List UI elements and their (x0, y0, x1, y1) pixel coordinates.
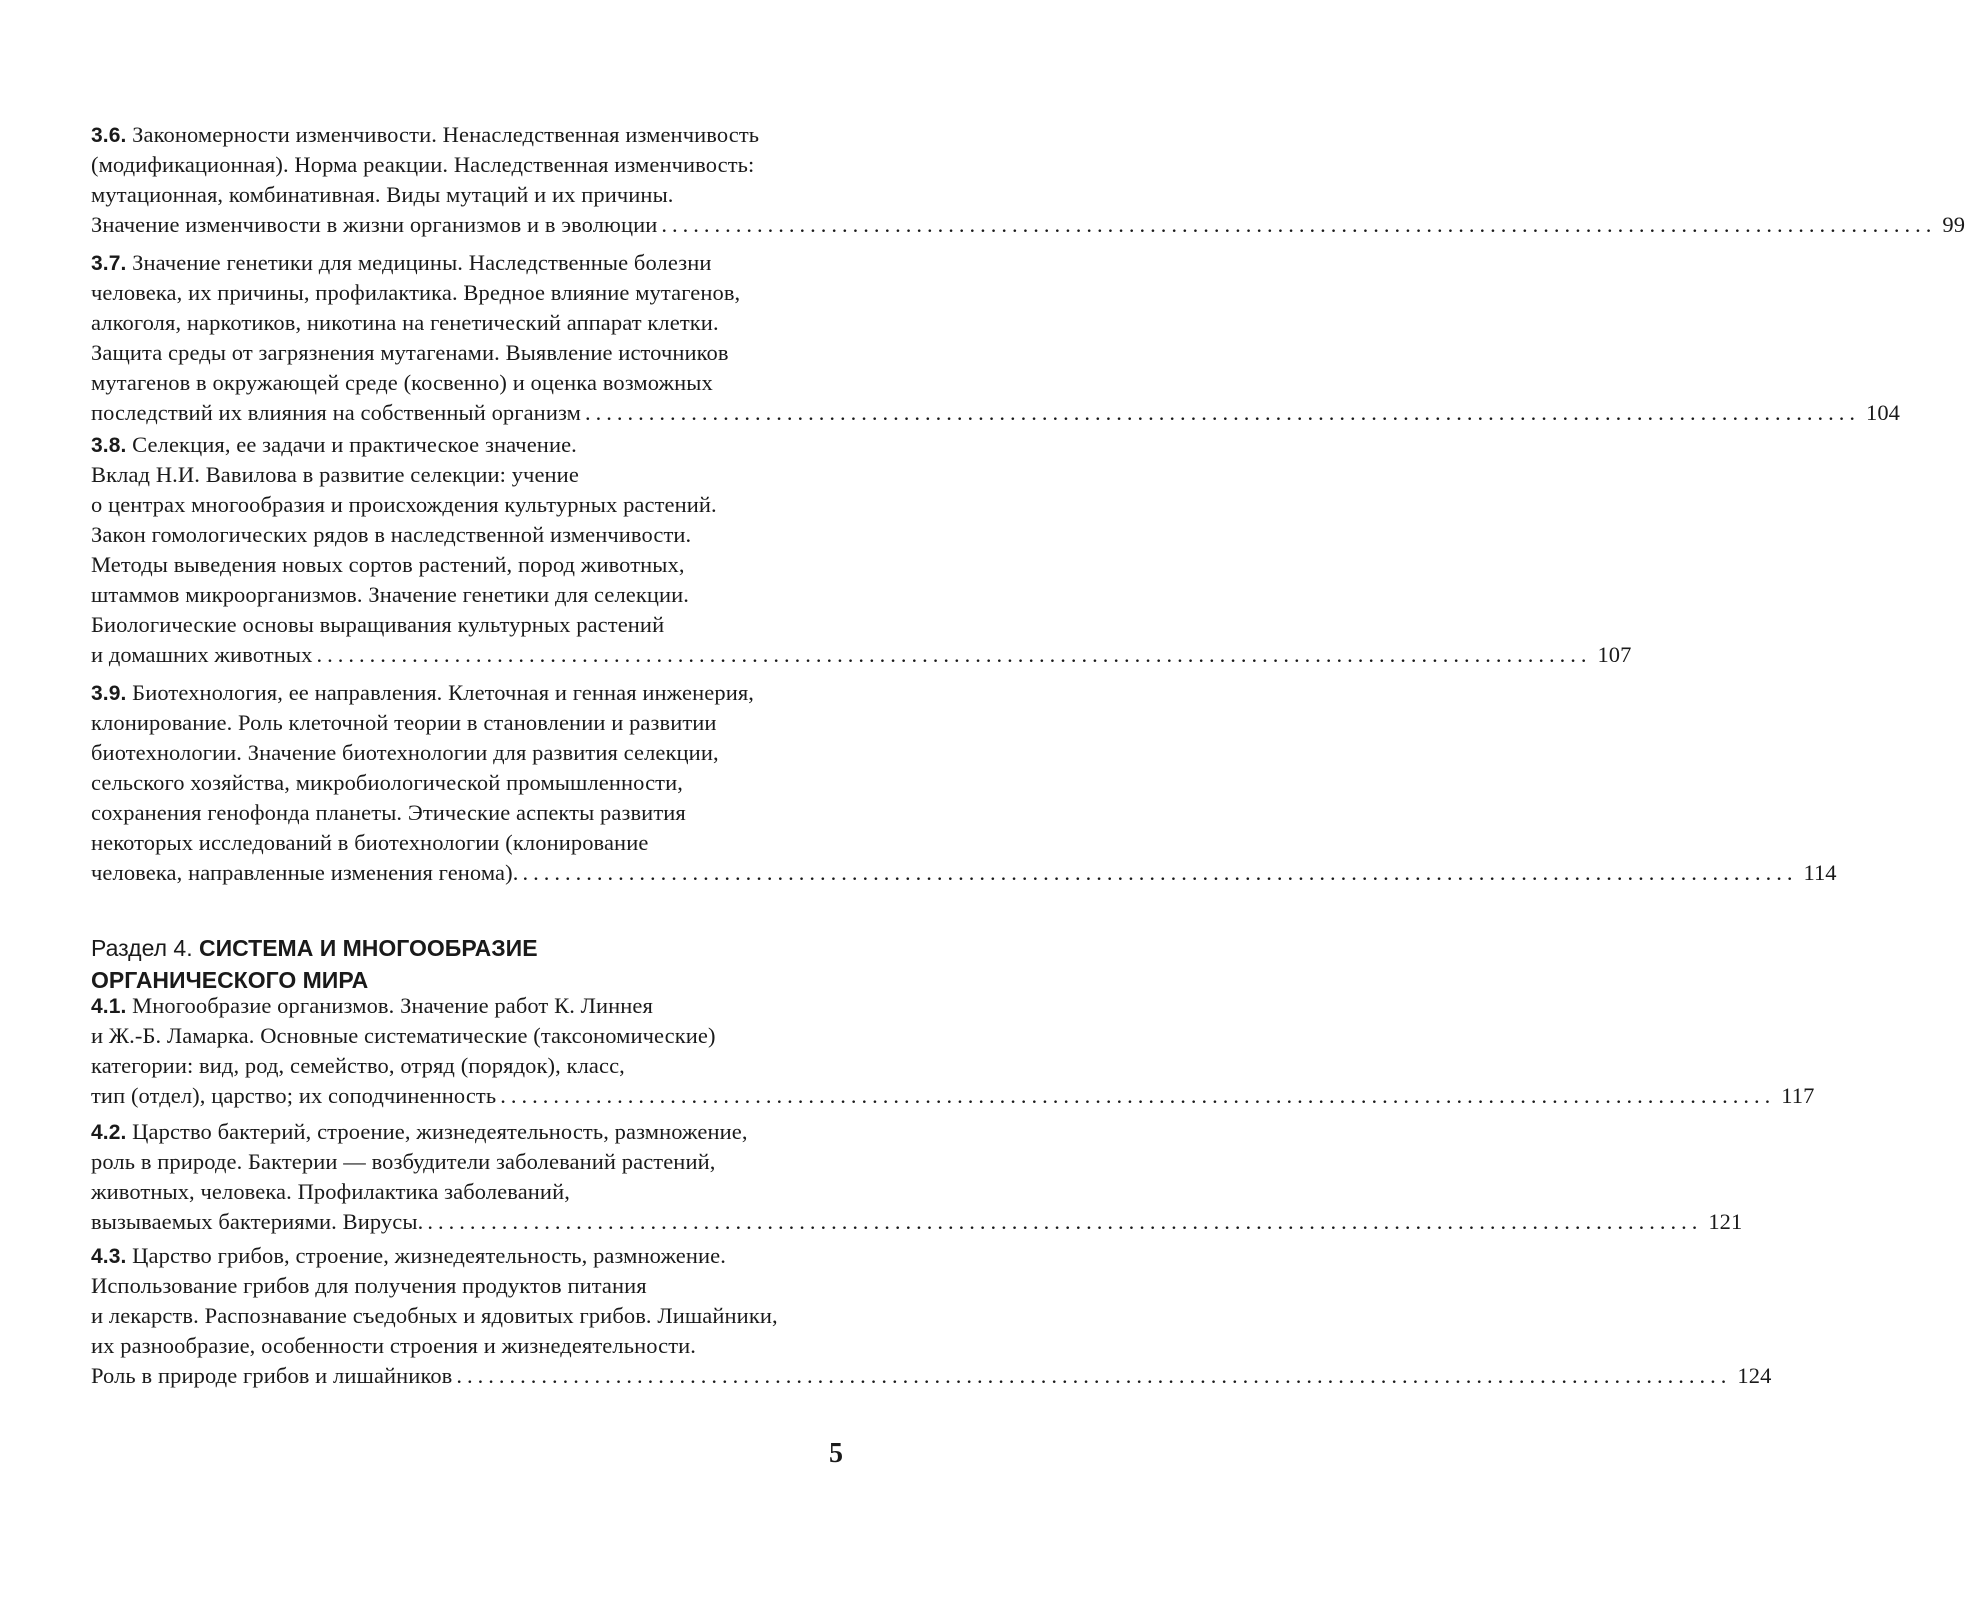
toc-entry-last-line (91, 858, 1837, 888)
toc-entry-number: 4.2. (91, 1121, 127, 1144)
toc-entry-text: Вклад Н.И. Вавилова в развитие селекции: учение (91, 462, 579, 487)
toc-entry-page: 121 (1708, 1209, 1743, 1234)
toc-entry-3-7 (91, 248, 1901, 428)
toc-entry-line (91, 991, 843, 1021)
toc-entry-page: 114 (1803, 860, 1837, 885)
toc-entry-line (91, 798, 843, 828)
toc-entry-number: 3.7. (91, 252, 127, 275)
toc-entry-text: человека, направленные изменения генома). (91, 860, 519, 885)
toc-entry-text: Роль в природе грибов и лишайников (91, 1363, 453, 1388)
toc-entry-line (91, 1021, 843, 1051)
toc-entry-last-line (91, 1207, 1743, 1237)
toc-entry-line (91, 1301, 843, 1331)
toc-entry-line (91, 1117, 843, 1147)
toc-entry-line (91, 180, 843, 210)
toc-entry-text: животных, человека. Профилактика заболеваний, (91, 1179, 570, 1204)
toc-entry-number: 3.9. (91, 682, 127, 705)
toc-entry-4-2 (91, 1117, 1743, 1237)
toc-entry-text: Царство грибов, строение, жизнедеятельность, размножение. (132, 1243, 726, 1268)
toc-entry-page: 124 (1737, 1363, 1772, 1388)
toc-entry-line (91, 278, 843, 308)
toc-entry-text: мутационная, комбинативная. Виды мутаций и их причины. (91, 182, 674, 207)
toc-entry-line (91, 1241, 843, 1271)
toc-entry-line (91, 708, 843, 738)
toc-entry-line (91, 308, 843, 338)
toc-entry-line (91, 550, 843, 580)
toc-entry-text: Значение изменчивости в жизни организмов и в эволюции (91, 212, 658, 237)
section-title-part-2: ОРГАНИЧЕСКОГО МИРА (91, 967, 369, 993)
toc-entry-page: 117 (1781, 1083, 1815, 1108)
toc-entry-number: 4.1. (91, 995, 127, 1018)
toc-entry-page: 104 (1865, 400, 1901, 425)
toc-entry-text: Защита среды от загрязнения мутагенами. Выявление источников (91, 340, 729, 365)
toc-entry-text: вызываемых бактериями. Вирусы. (91, 1209, 424, 1234)
toc-entry-line (91, 430, 843, 460)
dot-leader: ........................................................................................................................ (500, 1083, 1776, 1108)
dot-leader: ........................................................................................................................ (456, 1363, 1732, 1388)
toc-entry-text: человека, их причины, профилактика. Вредное влияние мутагенов, (91, 280, 741, 305)
page-number: 5 (829, 1438, 843, 1469)
toc-entry-text: сохранения генофонда планеты. Этические аспекты развития (91, 800, 686, 825)
toc-entry-text: Закономерности изменчивости. Ненаследственная изменчивость (132, 122, 760, 147)
toc-entry-text: биотехнологии. Значение биотехнологии для развития селекции, (91, 740, 719, 765)
toc-entry-text: Биотехнология, ее направления. Клеточная и генная инженерия, (132, 680, 755, 705)
toc-entry-text: Значение генетики для медицины. Наследственные болезни (132, 250, 712, 275)
toc-entry-line (91, 738, 843, 768)
toc-entry-line (91, 828, 843, 858)
toc-entry-text: штаммов микроорганизмов. Значение генетики для селекции. (91, 582, 690, 607)
toc-entry-line (91, 678, 843, 708)
dot-leader: ........................................................................................................................ (661, 212, 1937, 237)
toc-entry-line (91, 368, 843, 398)
toc-entry-3-6 (91, 120, 1965, 240)
toc-entry-last-line (91, 1081, 1815, 1111)
toc-entry-text: клонирование. Роль клеточной теории в становлении и развитии (91, 710, 717, 735)
toc-entry-4-3 (91, 1241, 1772, 1391)
toc-entry-text: некоторых исследований в биотехнологии (клонирование (91, 830, 649, 855)
toc-entry-number: 4.3. (91, 1245, 127, 1268)
toc-entry-last-line (91, 640, 1632, 670)
toc-entry-text: категории: вид, род, семейство, отряд (порядок), класс, (91, 1053, 625, 1078)
section-keyword: Раздел 4. (91, 935, 193, 961)
toc-entry-text: роль в природе. Бактерии — возбудители заболеваний растений, (91, 1149, 716, 1174)
toc-entry-last-line (91, 1361, 1772, 1391)
toc-entry-line (91, 768, 843, 798)
toc-entry-4-1 (91, 991, 1815, 1111)
toc-entry-text: Селекция, ее задачи и практическое значение. (132, 432, 577, 457)
toc-entry-number: 3.8. (91, 434, 127, 457)
toc-entry-text: сельского хозяйства, микробиологической промышленности, (91, 770, 683, 795)
toc-entry-page: 107 (1597, 642, 1632, 667)
toc-entry-line (91, 248, 843, 278)
toc-entry-number: 3.6. (91, 124, 127, 147)
toc-entry-last-line (91, 210, 1965, 240)
toc-entry-line (91, 1051, 843, 1081)
toc-entry-line (91, 490, 843, 520)
toc-entry-text: о центрах многообразия и происхождения культурных растений. (91, 492, 717, 517)
toc-entry-text: (модификационная). Норма реакции. Наследственная изменчивость: (91, 152, 755, 177)
dot-leader: ........................................................................................................................ (522, 860, 1798, 885)
toc-entry-text: мутагенов в окружающей среде (косвенно) и оценка возможных (91, 370, 713, 395)
toc-entry-text: и лекарств. Распознавание съедобных и ядовитых грибов. Лишайники, (91, 1303, 778, 1328)
toc-entry-line (91, 1147, 843, 1177)
toc-entry-text: и Ж.-Б. Ламарка. Основные систематические (таксономические) (91, 1023, 716, 1048)
toc-entry-text: Многообразие организмов. Значение работ К. Линнея (132, 993, 653, 1018)
toc-entry-line (91, 338, 843, 368)
toc-entry-3-9 (91, 678, 1837, 888)
toc-entry-line (91, 460, 843, 490)
section-title-part-1: СИСТЕМА И МНОГООБРАЗИЕ (198, 935, 538, 961)
toc-entry-line (91, 120, 843, 150)
toc-entry-line (91, 580, 843, 610)
toc-entry-text: Царство бактерий, строение, жизнедеятельность, размножение, (132, 1119, 748, 1144)
toc-entry-line (91, 610, 843, 640)
toc-entry-text: Использование грибов для получения продуктов питания (91, 1273, 647, 1298)
toc-entry-line (91, 150, 843, 180)
toc-entry-text: алкоголя, наркотиков, никотина на генетический аппарат клетки. (91, 310, 719, 335)
toc-entry-line (91, 520, 843, 550)
dot-leader: ........................................................................................................................ (316, 642, 1592, 667)
toc-page (91, 0, 1965, 1616)
toc-entry-text: тип (отдел), царство; их соподчиненность (91, 1083, 497, 1108)
dot-leader: ........................................................................................................................ (427, 1209, 1703, 1234)
toc-entry-text: Методы выведения новых сортов растений, пород животных, (91, 552, 685, 577)
toc-entry-text: Закон гомологических рядов в наследственной изменчивости. (91, 522, 692, 547)
toc-entry-line (91, 1331, 843, 1361)
toc-entry-text: их разнообразие, особенности строения и жизнедеятельности. (91, 1333, 697, 1358)
toc-entry-page: 99 (1942, 212, 1965, 237)
toc-entry-line (91, 1271, 843, 1301)
section-heading (91, 932, 843, 996)
toc-entry-text: последствий их влияния на собственный организм (91, 400, 581, 425)
toc-entry-text: Биологические основы выращивания культурных растений (91, 612, 665, 637)
toc-entry-last-line (91, 398, 1901, 428)
toc-entry-line (91, 1177, 843, 1207)
toc-entry-text: и домашних животных (91, 642, 313, 667)
section-heading-line-1 (91, 932, 843, 964)
toc-entry-3-8 (91, 430, 1632, 670)
dot-leader: ........................................................................................................................ (584, 400, 1860, 425)
